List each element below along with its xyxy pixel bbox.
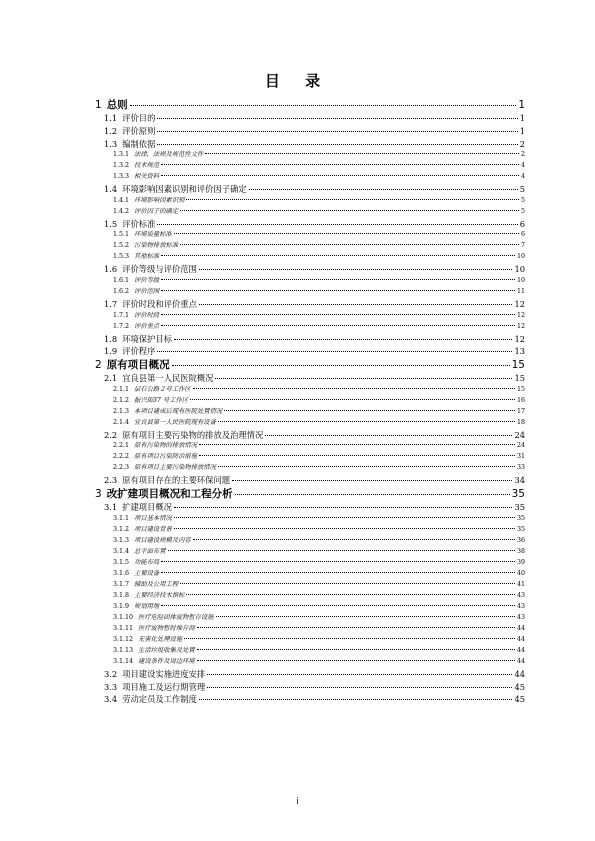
toc-entry-number: 3.1.10	[113, 614, 134, 621]
dot-leader	[161, 572, 515, 573]
toc-entry-title: 主要经济技术指标	[134, 592, 185, 599]
dot-leader	[157, 131, 517, 132]
toc-entry[interactable]	[113, 465, 525, 471]
toc-entry[interactable]	[104, 374, 525, 382]
toc-entry-number: 1.7	[104, 299, 118, 309]
toc-entry-number: 3.1.3	[113, 537, 130, 544]
toc-entry-number: 1.5.3	[113, 253, 130, 261]
toc-entry-title: 主要设备	[134, 570, 160, 577]
toc-entry-page: 10	[516, 253, 525, 261]
toc-entry[interactable]	[104, 503, 525, 511]
dot-leader	[157, 118, 517, 119]
toc-entry-number: 3	[95, 488, 102, 500]
toc-entry-number: 3.1.8	[113, 592, 130, 599]
dot-leader	[161, 561, 515, 562]
dot-leader	[197, 627, 515, 628]
toc-entry-number: 3.1.6	[113, 570, 130, 577]
toc-entry-title: 原有项目主要污染物排放情况	[134, 464, 216, 472]
toc-entry-title: 原有项目污染防治措施	[134, 453, 197, 461]
dot-leader	[205, 153, 519, 154]
toc-entry-title: 评价等级与评价范围	[122, 264, 197, 275]
toc-entry-title: 无害化处理设施	[138, 636, 183, 643]
toc-entry[interactable]	[113, 615, 525, 621]
toc-entry-page: 15	[511, 358, 525, 371]
toc-entry[interactable]	[95, 360, 525, 371]
toc-entry[interactable]	[113, 571, 525, 577]
toc-entry-title: 总平面布置	[134, 548, 166, 555]
toc-entry[interactable]	[113, 209, 525, 215]
toc-entry-title: 编制依据	[122, 138, 156, 149]
toc-entry-number: 3.1.2	[113, 526, 130, 533]
toc-entry-title: 项目建设规模及内容	[134, 537, 191, 544]
dot-leader	[207, 674, 512, 675]
toc-entry-number: 2.2.3	[113, 464, 130, 472]
toc-entry-page: 2	[519, 138, 525, 149]
toc-entry-page: 10	[516, 277, 525, 284]
dot-leader	[190, 399, 515, 400]
toc-entry-page: 33	[516, 464, 525, 472]
toc-entry-number: 3.1.1	[113, 515, 130, 522]
dot-leader	[224, 410, 515, 411]
toc-entry-title: 原有项目存在的主要环保问题	[122, 475, 231, 486]
toc-entry-page: 34	[514, 475, 525, 486]
dot-leader	[249, 189, 518, 190]
toc-entry-number: 2.2.2	[113, 453, 130, 461]
toc-entry[interactable]	[104, 347, 525, 355]
toc-entry[interactable]	[104, 127, 525, 135]
dot-leader	[161, 314, 515, 315]
dot-leader	[157, 224, 517, 225]
dot-leader	[161, 290, 515, 291]
dot-leader	[174, 339, 512, 340]
toc-entry-title: 改扩建项目概况和工程分析	[106, 488, 233, 500]
toc-entry-title: 相关资料	[134, 173, 160, 181]
toc-entry[interactable]	[113, 232, 525, 238]
dot-leader	[161, 279, 515, 280]
toc-entry-number: 1.4.1	[113, 196, 130, 204]
toc-entry[interactable]	[104, 335, 525, 343]
toc-entry-title: 其他标准	[134, 253, 160, 261]
toc-entry[interactable]	[113, 152, 525, 158]
dot-leader	[199, 269, 513, 270]
toc-entry-number: 2.1.4	[113, 418, 130, 426]
toc-entry-title: 法律，法规及规范性文件	[134, 151, 204, 159]
toc-entry-title: 总则	[106, 99, 128, 111]
toc-entry[interactable]	[104, 300, 525, 308]
toc-entry[interactable]	[104, 220, 525, 228]
toc-entry[interactable]	[104, 695, 525, 703]
toc-entry-page: 15	[514, 373, 525, 384]
toc-entry-page: 15	[516, 385, 525, 393]
toc-entry-number: 1.7.1	[113, 311, 130, 319]
toc-entry[interactable]	[113, 163, 525, 169]
toc-entry-page: 44	[516, 647, 525, 654]
toc-entry-page: 6	[520, 231, 525, 239]
toc-entry-title: 评价时段和评价重点	[122, 299, 197, 309]
toc-entry-page: 13	[514, 346, 525, 357]
toc-entry-page: 45	[514, 694, 525, 705]
toc-entry[interactable]	[113, 174, 525, 180]
toc-entry-number: 2.1	[104, 373, 118, 384]
toc-entry-title: 层石公路２号工作区	[134, 385, 191, 393]
toc-entry-number: 3.2	[104, 669, 118, 679]
toc-entry-title: 技术规范	[134, 162, 160, 170]
toc-entry[interactable]	[113, 648, 525, 654]
toc-entry-page: 45	[514, 681, 525, 692]
dot-leader	[174, 528, 515, 529]
toc-entry[interactable]	[113, 387, 525, 393]
toc-entry-page: 24	[516, 442, 525, 450]
dot-leader	[174, 517, 515, 518]
dot-leader	[193, 388, 515, 389]
dot-leader	[199, 455, 515, 456]
dot-leader	[174, 233, 519, 234]
toc-entry[interactable]	[104, 185, 525, 193]
toc-entry-page: 35	[516, 515, 525, 522]
toc-entry-page: 44	[516, 636, 525, 643]
toc-entry[interactable]	[113, 278, 525, 284]
toc-entry-title: 原有污染物的排放情况	[134, 442, 197, 450]
toc-entry-page: 41	[516, 581, 525, 588]
dot-leader	[199, 304, 513, 305]
toc-entry-number: 1.1	[104, 113, 118, 124]
toc-entry-number: 1.3.2	[113, 162, 130, 170]
dot-leader	[157, 144, 517, 145]
dot-leader	[157, 351, 512, 352]
dot-leader	[180, 210, 519, 211]
toc-entry[interactable]	[113, 243, 525, 249]
toc-entry-number: 1.9	[104, 346, 118, 357]
toc-entry-title: 项目施工及运行期管理	[122, 681, 206, 692]
toc-entry[interactable]	[113, 560, 525, 566]
dot-leader	[218, 421, 515, 422]
toc-entry-number: 3.1	[104, 502, 118, 513]
toc-entry[interactable]	[113, 398, 525, 404]
dot-leader	[161, 255, 515, 256]
dot-leader	[184, 638, 515, 639]
dot-leader	[199, 699, 513, 700]
toc-entry-page: 7	[520, 242, 525, 250]
toc-entry-page: 2	[520, 151, 525, 159]
toc-entry[interactable]	[113, 289, 525, 295]
toc-entry-number: 3.1.4	[113, 548, 130, 555]
toc-entry-number: 3.1.9	[113, 603, 130, 610]
toc-entry-title: 评价因子的确定	[134, 207, 179, 215]
toc-entry[interactable]	[104, 683, 525, 691]
toc-entry-title: 评价时段	[134, 311, 160, 319]
toc-entry[interactable]	[104, 114, 525, 122]
toc-entry-page: 35	[511, 488, 525, 500]
toc-entry-number: 3.1.12	[113, 636, 134, 643]
toc-entry-page: 5	[519, 184, 525, 195]
toc-entry[interactable]	[104, 265, 525, 273]
toc-entry-title: 评价标准	[122, 218, 156, 229]
dot-leader	[186, 594, 515, 595]
toc-entry[interactable]	[113, 454, 525, 460]
dot-leader	[180, 583, 515, 584]
dot-leader	[265, 435, 512, 436]
toc-entry-page: 18	[516, 418, 525, 426]
toc-entry-title: 环境影响因素识别和评价因子确定	[122, 184, 247, 195]
toc-entry-number: 3.1.11	[113, 625, 134, 632]
dot-leader	[207, 687, 512, 688]
toc-entry[interactable]	[113, 420, 525, 426]
toc-entry-title: 规划用地	[134, 603, 160, 610]
toc-entry-title: 环境影响因素识别	[134, 196, 185, 204]
dot-leader	[161, 164, 519, 165]
toc-entry-page: 43	[516, 592, 525, 599]
toc-entry-page: 36	[516, 537, 525, 544]
toc-entry-page: 5	[520, 196, 525, 204]
toc-entry-number: 1.6.2	[113, 288, 130, 295]
toc-entry[interactable]	[104, 140, 525, 148]
toc-entry-number: 1.6	[104, 264, 118, 275]
toc-entry-title: 宜良县第一人民医院概况	[122, 373, 214, 384]
toc-entry[interactable]	[113, 324, 525, 330]
toc-entry-number: 2.2.1	[113, 442, 130, 450]
toc-entry-number: 3.1.14	[113, 658, 134, 665]
dot-leader	[216, 616, 515, 617]
toc-entry-number: 1.4.2	[113, 207, 130, 215]
toc-entry-number: 1.5.2	[113, 242, 130, 250]
toc-entry-number: 1.8	[104, 333, 118, 344]
toc-entry[interactable]	[104, 670, 525, 678]
toc-entry-title: 原有项目概况	[106, 358, 170, 371]
toc-entry-page: 4	[520, 173, 525, 181]
toc-entry[interactable]	[95, 100, 525, 111]
toc-entry-title: 原有项目主要污染物的排放及治理情况	[122, 429, 264, 440]
toc-entry-title: 功能布局	[134, 559, 160, 566]
toc-entry[interactable]	[113, 516, 525, 522]
toc-entry-title: 项目建设实施进度安排	[122, 669, 206, 679]
toc-entry[interactable]	[95, 489, 525, 500]
toc-entry-number: 2.1.1	[113, 385, 130, 393]
toc-entry-title: 评价范围	[134, 288, 160, 295]
toc-entry-number: 1.3	[104, 138, 118, 149]
toc-entry-page: 35	[516, 526, 525, 533]
dot-leader	[174, 507, 512, 508]
toc-entry-number: 1.3.1	[113, 151, 130, 159]
toc-entry-number: 2	[95, 358, 102, 371]
toc-entry-page: 1	[518, 99, 525, 111]
toc-entry[interactable]	[104, 431, 525, 439]
toc-entry-number: 3.1.5	[113, 559, 130, 566]
toc-entry-number: 1.5	[104, 218, 118, 229]
toc-entry-title: 评价重点	[134, 322, 160, 330]
page-number: i	[296, 797, 299, 807]
toc-entry-page: 40	[516, 570, 525, 577]
toc-entry[interactable]	[104, 476, 525, 484]
toc-entry-title: 辅助及公用工程	[134, 581, 179, 588]
toc-entry-number: 1.5.1	[113, 231, 130, 239]
toc-entry[interactable]	[113, 443, 525, 449]
toc-entry-title: 污染物排放标准	[134, 242, 179, 250]
toc-entry-page: 11	[516, 288, 525, 295]
toc-entry[interactable]	[113, 409, 525, 415]
toc-entry[interactable]	[113, 198, 525, 204]
toc-entry-number: 3.3	[104, 681, 118, 692]
toc-entry-number: 2.1.2	[113, 396, 130, 404]
toc-entry-page: 44	[516, 658, 525, 665]
toc-entry-number: 3.1.7	[113, 581, 130, 588]
toc-entry-title: 评价等级	[134, 277, 160, 284]
toc-entry-page: 12	[516, 311, 525, 319]
toc-entry-page: 39	[516, 559, 525, 566]
toc-entry-page: 44	[514, 669, 525, 679]
toc-entry-number: 3.1.13	[113, 647, 134, 654]
toc-entry[interactable]	[113, 254, 525, 260]
toc-entry-page: 43	[516, 603, 525, 610]
toc-entry[interactable]	[113, 604, 525, 610]
dot-leader	[215, 378, 512, 379]
toc-entry-page: 12	[514, 333, 525, 344]
toc-entry-page: 16	[516, 396, 525, 404]
dot-leader	[199, 444, 515, 445]
toc-entry[interactable]	[113, 637, 525, 643]
dot-leader	[161, 175, 519, 176]
dot-leader	[161, 605, 515, 606]
dot-leader	[197, 649, 515, 650]
toc-entry-number: 1.3.3	[113, 173, 130, 181]
dot-leader	[172, 365, 510, 366]
toc-entry-page: 1	[519, 113, 525, 124]
dot-leader	[193, 539, 515, 540]
toc-entry[interactable]	[113, 527, 525, 533]
dot-leader	[235, 494, 510, 495]
toc-entry-page: 12	[514, 299, 525, 309]
toc-entry[interactable]	[113, 659, 525, 665]
toc-entry-page: 24	[514, 429, 525, 440]
toc-entry-title: 项目基本情况	[134, 515, 172, 522]
toc-entry-title: 环境保护目标	[122, 333, 172, 344]
page-title: 目 录	[264, 72, 331, 90]
toc-entry-title: 宜良县第一人民医院现有设备	[134, 418, 216, 426]
toc-entry-page: 43	[516, 614, 525, 621]
toc-entry-title: 评价原则	[122, 126, 156, 136]
toc-entry-title: 本项目建成后现有医院处置情况	[134, 407, 223, 415]
toc-entry-title: 医疗废物暂时堆存间	[138, 625, 195, 632]
toc-entry-title: 生活垃圾收集及处置	[138, 647, 195, 654]
toc-entry-title: 扩建项目概况	[122, 502, 172, 513]
toc-entry-title: 评价目的	[122, 113, 156, 124]
toc-entry-number: 1	[95, 99, 102, 111]
toc-entry-title: 医疗危险固体废物暂存设施	[138, 614, 214, 621]
toc-entry[interactable]	[113, 313, 525, 319]
toc-entry-title: 评价程序	[122, 346, 156, 357]
dot-leader	[130, 105, 517, 106]
toc-entry-title: 劳动定员及工作制度	[122, 694, 197, 705]
toc-entry-page: 6	[519, 218, 525, 229]
toc-entry-page: 35	[514, 502, 525, 513]
toc-entry-page: 31	[516, 453, 525, 461]
toc-entry-title: 振兴街37 号工作区	[134, 396, 189, 404]
toc-entry-number: 2.2	[104, 429, 118, 440]
toc-entry-page: 12	[516, 322, 525, 330]
toc-entry-title: 环境质量标准	[134, 231, 172, 239]
toc-entry[interactable]	[113, 549, 525, 555]
toc-entry-number: 3.4	[104, 694, 118, 705]
dot-leader	[218, 466, 515, 467]
toc-entry[interactable]	[113, 626, 525, 632]
toc-entry[interactable]	[113, 538, 525, 544]
toc-entry-page: 38	[516, 548, 525, 555]
dot-leader	[232, 480, 512, 481]
toc-entry-number: 1.4	[104, 184, 118, 195]
toc-entry-number: 2.3	[104, 475, 118, 486]
dot-leader	[197, 660, 515, 661]
toc-entry-page: 10	[514, 264, 525, 275]
dot-leader	[161, 325, 515, 326]
toc-entry-number: 1.6.1	[113, 277, 130, 284]
toc-entry[interactable]	[113, 582, 525, 588]
toc-entry-page: 17	[516, 407, 525, 415]
toc-entry-number: 1.7.2	[113, 322, 130, 330]
toc-entry-title: 项目建设背景	[134, 526, 172, 533]
dot-leader	[186, 199, 519, 200]
toc-entry-number: 2.1.3	[113, 407, 130, 415]
toc-entry-title: 建设条件及周边环境	[138, 658, 195, 665]
toc-entry-page: 4	[520, 162, 525, 170]
toc-entry-page: 44	[516, 625, 525, 632]
dot-leader	[180, 244, 519, 245]
toc-entry[interactable]	[113, 593, 525, 599]
toc-entry-page: 5	[520, 207, 525, 215]
dot-leader	[168, 550, 515, 551]
toc-entry-number: 1.2	[104, 126, 118, 136]
toc-entry-page: 1	[519, 126, 525, 136]
